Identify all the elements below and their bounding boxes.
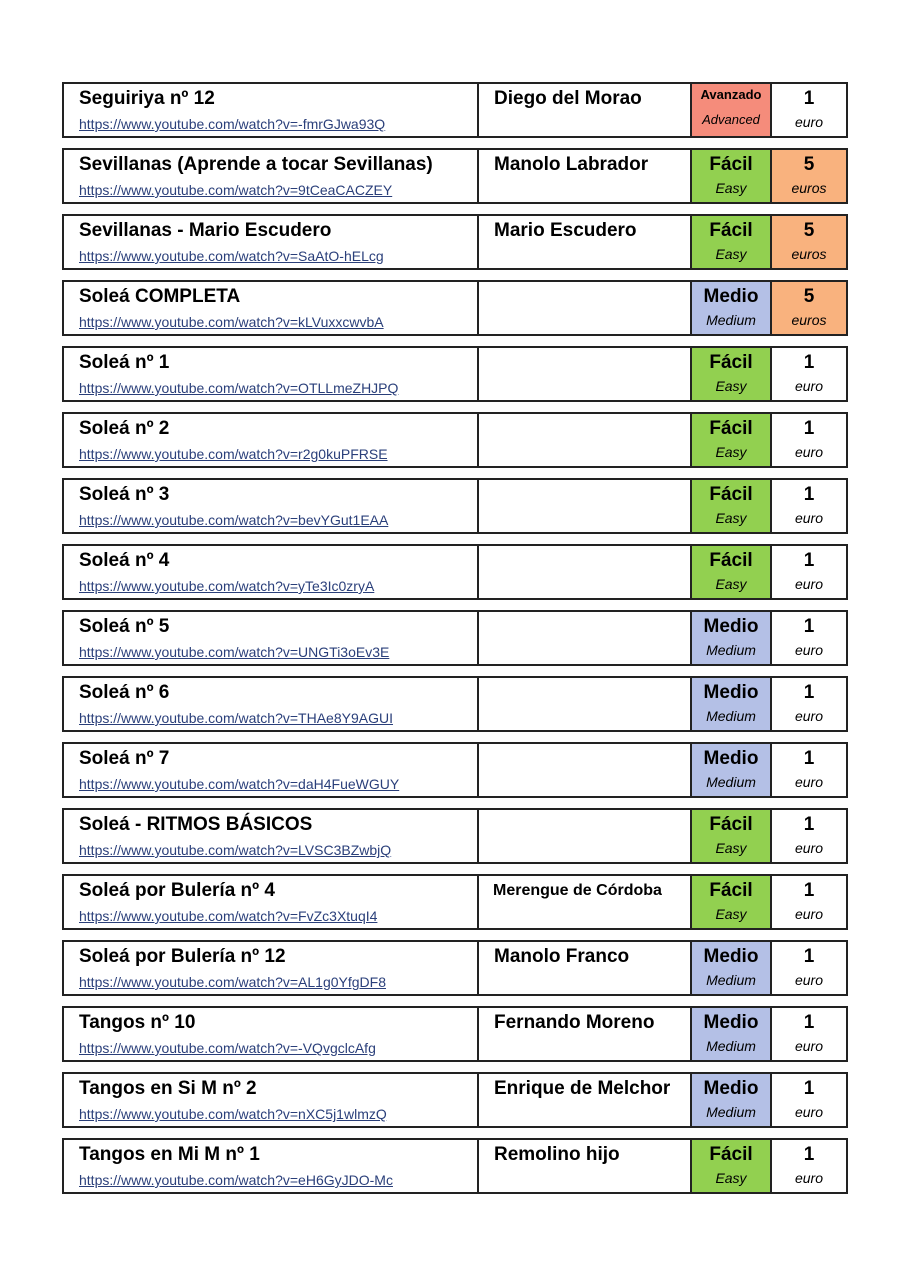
youtube-link[interactable]: https://www.youtube.com/watch?v=daH4FueWGUY [79,776,400,792]
youtube-link[interactable]: https://www.youtube.com/watch?v=OTLLmeZHJPQ [79,380,399,396]
video-row [62,1006,848,1062]
title-cell [64,876,479,928]
price-unit: euro [794,774,824,790]
level-cell [692,1074,772,1126]
price-cell [772,942,846,994]
title-cell [64,150,479,202]
level-label-english: Medium [706,774,756,790]
artist-cell [479,744,692,796]
title-cell [64,480,479,532]
price-amount: 1 [803,616,815,637]
level-label-english: Easy [715,576,747,592]
level-cell [692,150,772,202]
level-label: Fácil [709,550,753,571]
title-cell [64,216,479,268]
video-list [62,82,848,1204]
price-cell [772,810,846,862]
video-title: Soleá nº 7 [79,748,170,769]
video-title: Soleá nº 5 [79,616,170,637]
price-cell [772,414,846,466]
artist-cell: Remolino hijo [479,1140,692,1192]
title-cell [64,1140,479,1192]
video-row [62,478,848,534]
level-cell [692,942,772,994]
level-cell [692,876,772,928]
level-label-english: Medium [706,972,756,988]
video-row [62,214,848,270]
artist-cell: Mario Escudero [479,216,692,268]
level-label: Fácil [709,220,753,241]
price-cell [772,1074,846,1126]
price-amount: 1 [803,1012,815,1033]
price-amount: 1 [803,484,815,505]
level-label: Avanzado [700,87,762,102]
price-cell [772,1008,846,1060]
price-amount: 1 [803,682,815,703]
youtube-link[interactable]: https://www.youtube.com/watch?v=kLVuxxcwvbA [79,314,384,330]
youtube-link[interactable]: https://www.youtube.com/watch?v=UNGTi3oEv3E [79,644,390,660]
artist-cell [479,612,692,664]
level-label-english: Easy [715,1170,747,1186]
level-label-english: Medium [706,1104,756,1120]
price-cell [772,216,846,268]
video-title: Sevillanas - Mario Escudero [79,220,332,241]
title-cell [64,612,479,664]
artist-cell [479,414,692,466]
video-title: Soleá por Bulería nº 4 [79,880,275,901]
level-cell [692,282,772,334]
price-unit: euro [794,378,824,394]
video-title: Sevillanas (Aprende a tocar Sevillanas) [79,154,433,175]
level-label: Fácil [709,880,753,901]
price-amount: 1 [803,352,815,373]
price-cell [772,150,846,202]
level-cell [692,744,772,796]
price-cell [772,546,846,598]
artist-cell: Fernando Moreno [479,1008,692,1060]
level-label: Fácil [709,1144,753,1165]
video-row [62,676,848,732]
title-cell [64,348,479,400]
level-label: Medio [703,946,759,967]
level-label: Fácil [709,154,753,175]
video-title: Soleá COMPLETA [79,286,241,307]
level-label-english: Medium [706,642,756,658]
video-title: Soleá nº 3 [79,484,170,505]
artist-cell: Diego del Morao [479,84,692,136]
level-label: Medio [703,748,759,769]
video-row [62,1138,848,1194]
level-cell [692,348,772,400]
video-row [62,544,848,600]
video-row [62,742,848,798]
youtube-link[interactable]: https://www.youtube.com/watch?v=THAe8Y9AGUI [79,710,393,726]
price-unit: euro [794,642,824,658]
artist-cell [479,810,692,862]
level-label: Medio [703,616,759,637]
artist-cell [479,678,692,730]
artist-cell: Manolo Franco [479,942,692,994]
youtube-link[interactable]: https://www.youtube.com/watch?v=SaAtO-hELcg [79,248,384,264]
level-label: Medio [703,1012,759,1033]
level-cell [692,1140,772,1192]
artist-cell [479,480,692,532]
price-amount: 1 [803,880,815,901]
price-unit: euro [794,840,824,856]
artist-cell: Manolo Labrador [479,150,692,202]
level-cell [692,810,772,862]
price-amount: 5 [803,220,815,241]
price-cell [772,876,846,928]
level-label: Medio [703,1078,759,1099]
artist-cell [479,282,692,334]
video-row [62,610,848,666]
price-unit: euros [791,246,827,262]
title-cell [64,942,479,994]
video-row [62,82,848,138]
level-label: Fácil [709,418,753,439]
level-label: Fácil [709,814,753,835]
artist-cell: Enrique de Melchor [479,1074,692,1126]
level-label-english: Easy [715,444,747,460]
price-cell [772,678,846,730]
level-cell [692,480,772,532]
price-amount: 1 [803,550,815,571]
price-cell [772,612,846,664]
level-label-english: Easy [715,510,747,526]
video-title: Soleá nº 1 [79,352,170,373]
title-cell [64,282,479,334]
level-cell [692,546,772,598]
youtube-link[interactable]: https://www.youtube.com/watch?v=r2g0kuPFRSE [79,446,388,462]
price-unit: euro [794,114,824,130]
price-unit: euro [794,906,824,922]
price-unit: euro [794,708,824,724]
level-label-english: Advanced [702,112,760,127]
youtube-link[interactable]: https://www.youtube.com/watch?v=eH6GyJDO-Mc [79,1172,393,1188]
price-unit: euro [794,444,824,460]
video-title: Seguiriya nº 12 [79,88,215,109]
price-amount: 1 [803,946,815,967]
video-title: Soleá nº 4 [79,550,170,571]
title-cell [64,546,479,598]
level-cell [692,414,772,466]
video-row [62,808,848,864]
title-cell [64,84,479,136]
level-label-english: Medium [706,708,756,724]
artist-cell: Merengue de Córdoba [479,876,692,928]
level-cell [692,1008,772,1060]
youtube-link[interactable]: https://www.youtube.com/watch?v=yTe3Ic0zryA [79,578,375,594]
artist-cell [479,348,692,400]
level-label: Fácil [709,352,753,373]
video-row [62,1072,848,1128]
youtube-link[interactable]: https://www.youtube.com/watch?v=FvZc3XtuqI4 [79,908,378,924]
title-cell [64,414,479,466]
price-unit: euro [794,972,824,988]
price-amount: 5 [803,286,815,307]
price-cell [772,1140,846,1192]
video-title: Soleá nº 2 [79,418,170,439]
youtube-link[interactable]: https://www.youtube.com/watch?v=9tCeaCACZEY [79,182,393,198]
youtube-link[interactable]: https://www.youtube.com/watch?v=-VQvgclcAfg [79,1040,376,1056]
level-label: Medio [703,682,759,703]
price-amount: 1 [803,1144,815,1165]
level-label-english: Easy [715,246,747,262]
price-amount: 5 [803,154,815,175]
youtube-link[interactable]: https://www.youtube.com/watch?v=LVSC3BZwbjQ [79,842,392,858]
level-label-english: Easy [715,180,747,196]
level-label-english: Easy [715,378,747,394]
title-cell [64,1008,479,1060]
level-cell [692,84,772,136]
title-cell [64,1074,479,1126]
price-unit: euro [794,576,824,592]
youtube-link[interactable]: https://www.youtube.com/watch?v=bevYGut1EAA [79,512,389,528]
video-title: Soleá - RITMOS BÁSICOS [79,814,313,835]
price-cell [772,84,846,136]
price-cell [772,282,846,334]
title-cell [64,678,479,730]
price-amount: 1 [803,418,815,439]
video-title: Tangos nº 10 [79,1012,196,1033]
video-title: Tangos en Si M nº 2 [79,1078,257,1099]
level-label: Fácil [709,484,753,505]
youtube-link[interactable]: https://www.youtube.com/watch?v=AL1g0YfgDF8 [79,974,386,990]
video-row [62,940,848,996]
price-amount: 1 [803,1078,815,1099]
level-label-english: Medium [706,312,756,328]
video-row [62,280,848,336]
price-amount: 1 [803,814,815,835]
video-title: Soleá nº 6 [79,682,170,703]
level-label: Medio [703,286,759,307]
title-cell [64,810,479,862]
level-label-english: Easy [715,906,747,922]
level-cell [692,612,772,664]
video-title: Tangos en Mi M nº 1 [79,1144,260,1165]
price-unit: euro [794,1038,824,1054]
price-unit: euro [794,1170,824,1186]
youtube-link[interactable]: https://www.youtube.com/watch?v=-fmrGJwa93Q [79,116,386,132]
level-cell [692,678,772,730]
video-row [62,412,848,468]
level-label-english: Medium [706,1038,756,1054]
price-cell [772,744,846,796]
price-amount: 1 [803,748,815,769]
price-unit: euros [791,180,827,196]
youtube-link[interactable]: https://www.youtube.com/watch?v=nXC5j1wlmzQ [79,1106,387,1122]
price-unit: euro [794,1104,824,1120]
price-cell [772,348,846,400]
artist-cell [479,546,692,598]
level-label-english: Easy [715,840,747,856]
price-cell [772,480,846,532]
price-unit: euro [794,510,824,526]
level-cell [692,216,772,268]
price-unit: euros [791,312,827,328]
video-row [62,874,848,930]
title-cell [64,744,479,796]
video-title: Soleá por Bulería nº 12 [79,946,286,967]
video-row [62,346,848,402]
price-amount: 1 [803,88,815,109]
video-row [62,148,848,204]
